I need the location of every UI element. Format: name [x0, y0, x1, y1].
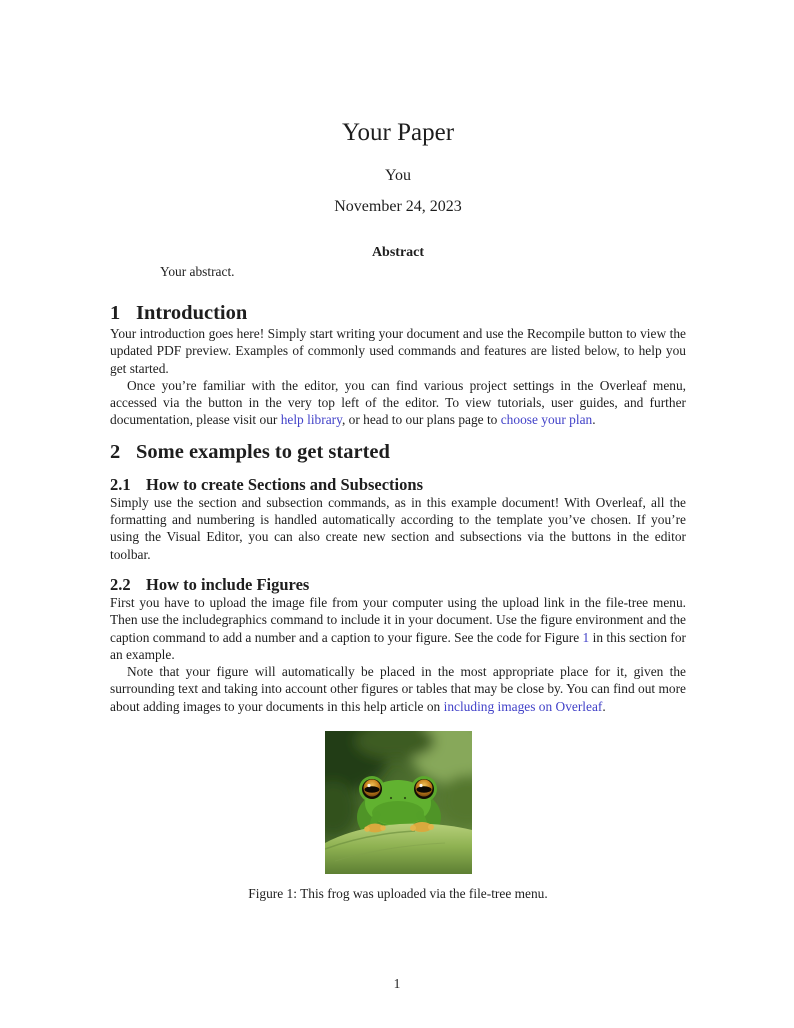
paper-author: You	[385, 167, 411, 184]
frog-image	[325, 731, 472, 874]
section-2-2-number: 2.2	[110, 574, 131, 594]
section-2-1-number: 2.1	[110, 474, 131, 494]
figure-1-caption: Figure 1: This frog was uploaded via the file-tree menu.	[248, 886, 548, 902]
paper-date: November 24, 2023	[334, 198, 462, 215]
section-2-2-heading	[110, 575, 686, 594]
figures-paragraph-2-text: .	[602, 698, 606, 714]
intro-paragraph-2	[110, 377, 686, 429]
figures-paragraph-2	[110, 663, 686, 715]
intro-paragraph-2-text: .	[592, 412, 596, 428]
section-2-number: 2	[110, 440, 121, 463]
figure-1	[110, 731, 686, 874]
section-2-1-heading	[110, 475, 686, 494]
choose-your-plan-link[interactable]: choose your plan	[500, 412, 593, 428]
section-2-2-title: How to include Figures	[146, 574, 310, 594]
section-1-number: 1	[110, 302, 121, 324]
section-1-heading	[110, 302, 686, 325]
section-2-heading	[110, 441, 686, 464]
paper-title: Your Paper	[341, 119, 455, 146]
intro-paragraph-1: Your introduction goes here! Simply start writing your document and use the Recompile button to view the updated PDF preview. Examples of commonly used commands and features are listed below, to help you get started.	[110, 326, 686, 376]
figures-paragraph-1-text: First you have to upload the image file from your computer using the upload link in the file-tree menu. Then use the includegraphics command to include it in your document. Use the figure environment and the caption command to add a number and a caption to your figure. See the code for Figure	[110, 594, 686, 645]
sections-paragraph: Simply use the section and subsection commands, as in this example document! With Overleaf, all the formatting and numbering is handled automatically according to the template you’ve chosen. If you’re using the Visual Editor, you can also create new section and subsections via the buttons in the editor toolbar.	[110, 494, 686, 562]
section-2-1-title: How to create Sections and Subsections	[146, 474, 423, 494]
section-1-title: Introduction	[136, 302, 248, 324]
help-library-link[interactable]: help library	[280, 412, 342, 428]
abstract-text: Your abstract.	[160, 264, 235, 279]
figures-paragraph-1-text: in this section for an example.	[110, 629, 686, 662]
abstract-heading: Abstract	[371, 245, 425, 260]
intro-paragraph-2-text: , or head to our plans page to	[341, 412, 501, 428]
section-2-title: Some examples to get started	[136, 440, 390, 463]
page-content	[110, 0, 686, 902]
including-images-link[interactable]: including images on Overleaf	[443, 698, 603, 714]
figures-paragraph-1	[110, 594, 686, 663]
figures-paragraph-2-text: Note that your figure will automatically be placed in the most appropriate place for it, given the surrounding text and taking into account other figures or tables that may be close by. You can find out more about adding images to your documents in this help article on	[110, 664, 686, 714]
page-number: 1	[393, 976, 401, 991]
figure-1-reference-link[interactable]: 1	[582, 629, 590, 645]
intro-paragraph-2-text: Once you’re familiar with the editor, you can find various project settings in the Overleaf menu, accessed via the button in the very top left of the editor. To view tutorials, user guides, and further documentation, please visit our	[110, 377, 686, 428]
